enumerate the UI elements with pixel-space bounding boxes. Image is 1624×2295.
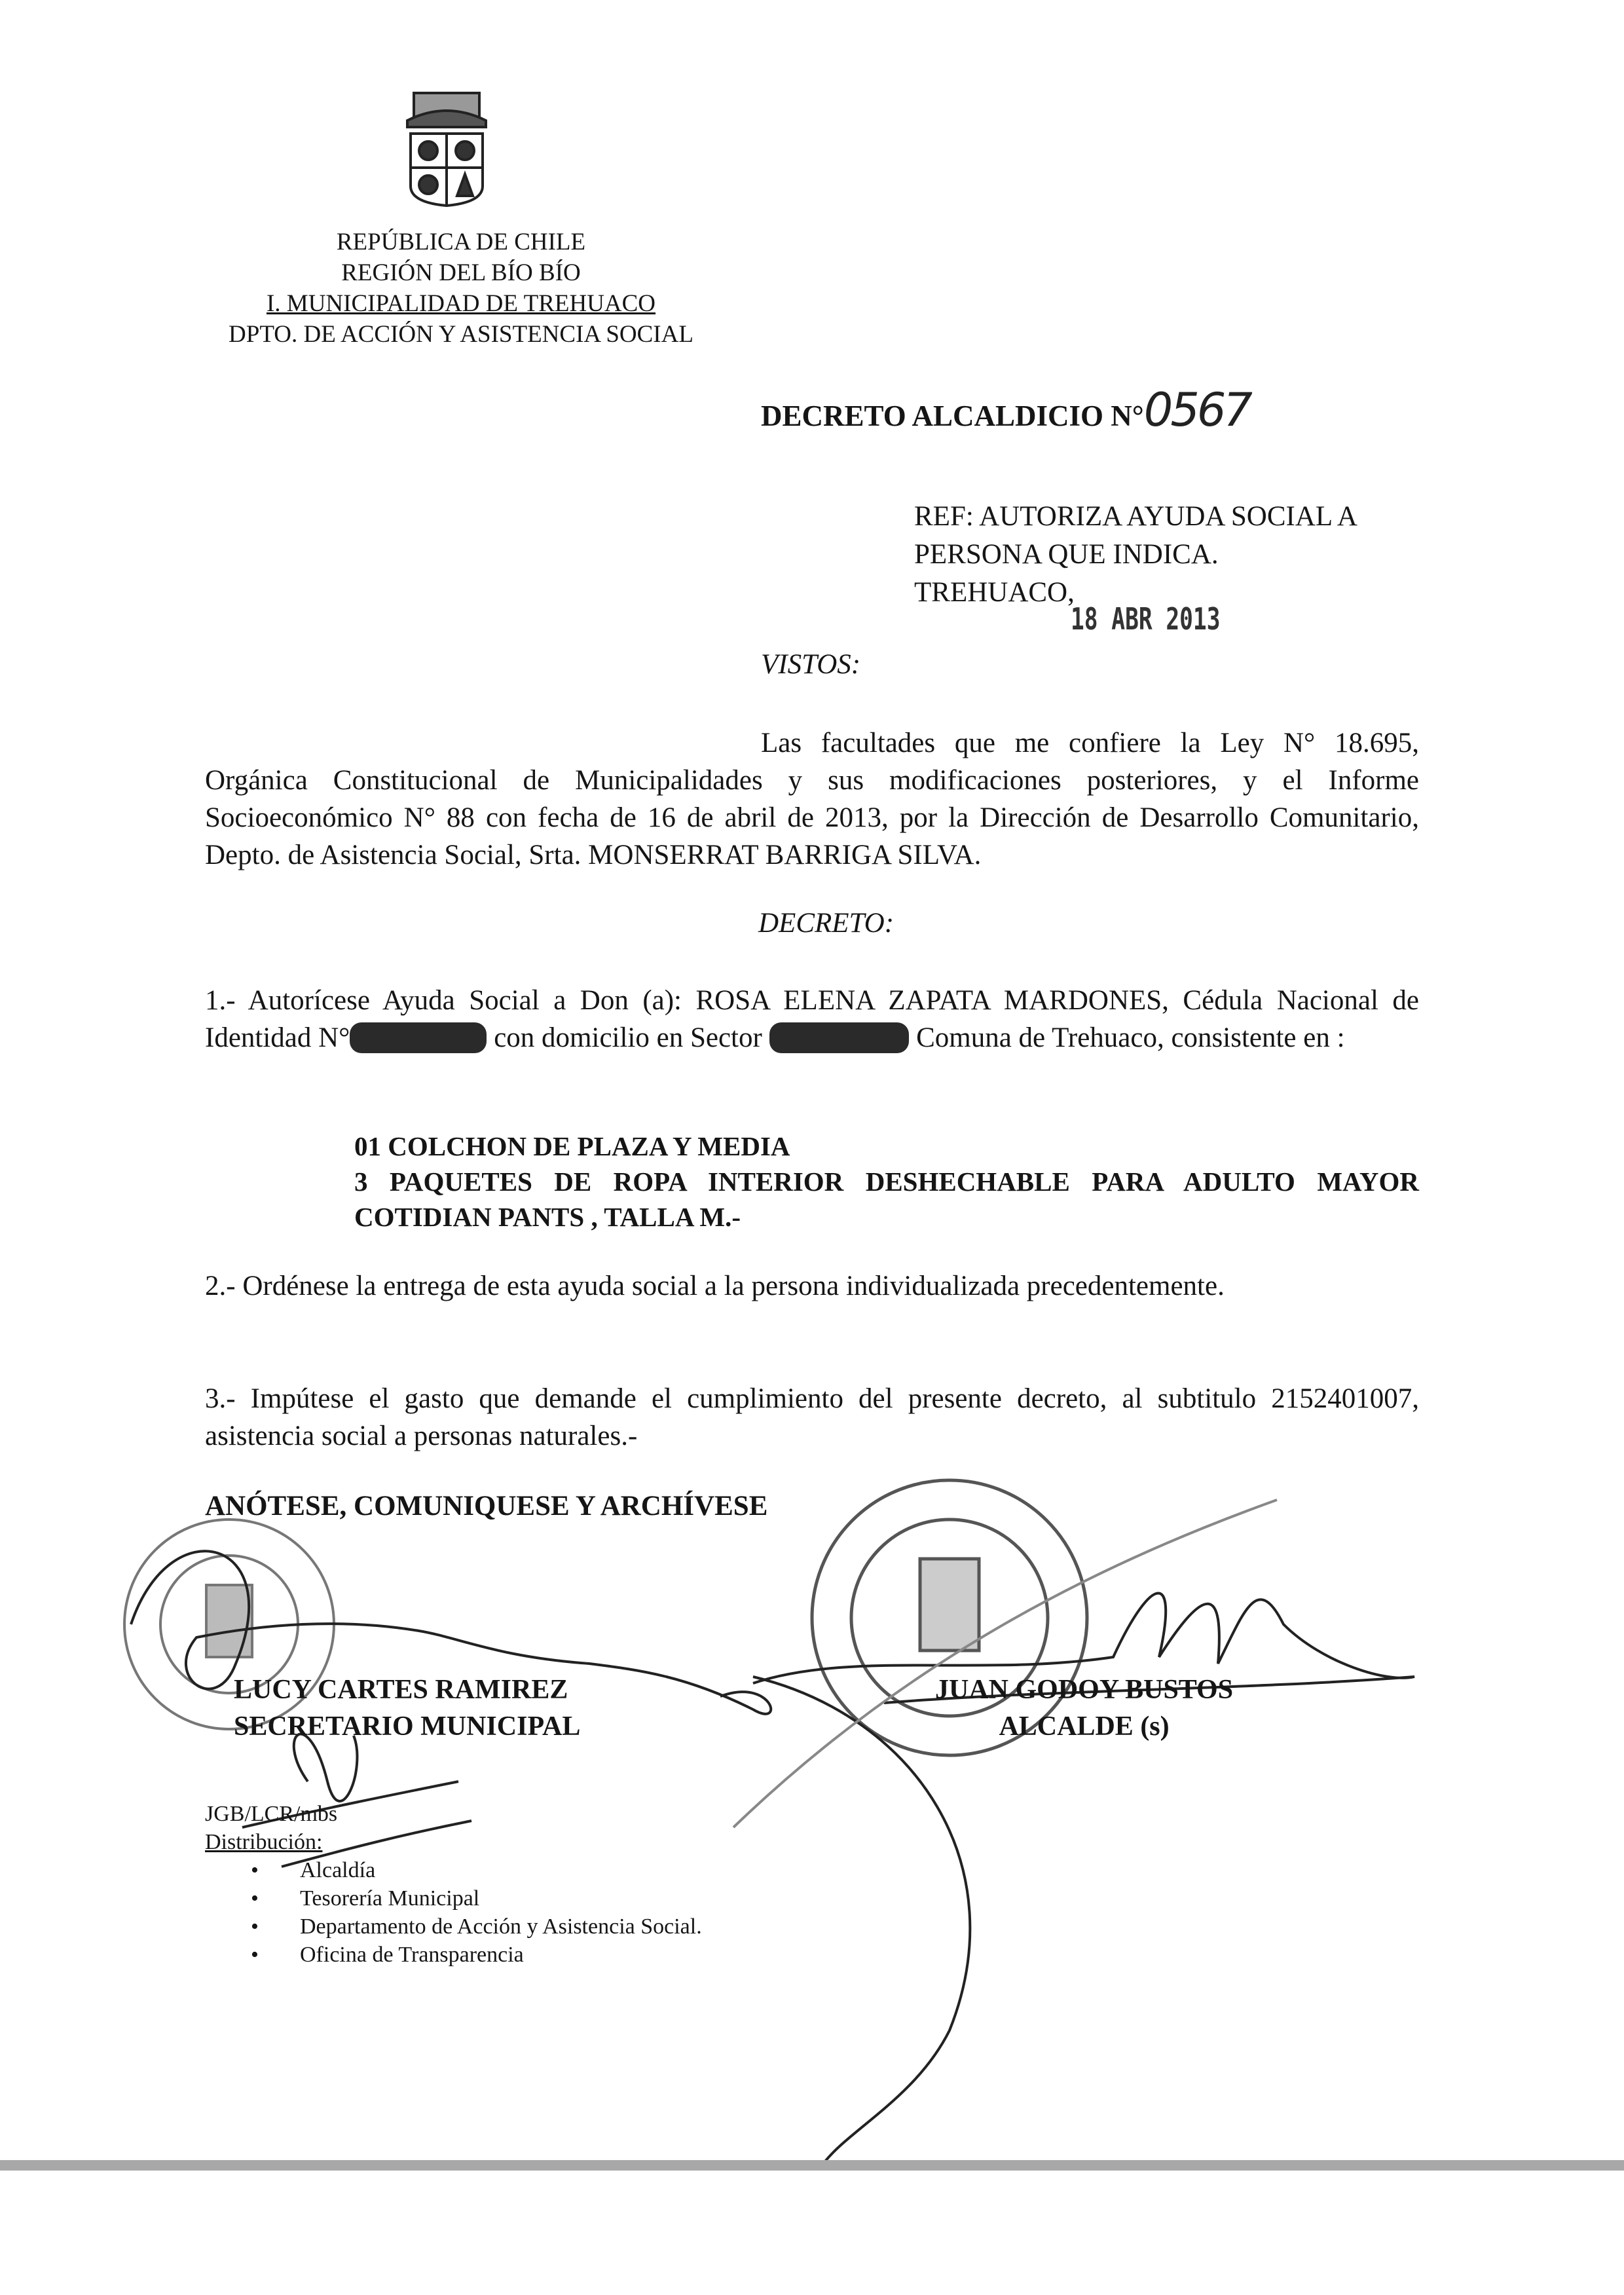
- mayor-name: JUAN GODOY BUSTOS: [935, 1675, 1234, 1705]
- region: REGIÓN DEL BÍO BÍO: [341, 259, 581, 286]
- distribution-item: • Alcaldía: [205, 1856, 702, 1884]
- distribution-label: Distribución:: [205, 1830, 323, 1854]
- letterhead: [199, 227, 723, 350]
- decree-number: 0567: [1143, 383, 1250, 437]
- signatory-mayor: [935, 1671, 1233, 1745]
- secretary-role: SECRETARIO MUNICIPAL: [234, 1711, 581, 1742]
- ref-line-2: PERSONA QUE INDICA.: [914, 539, 1219, 570]
- vistos-heading: VISTOS:: [761, 649, 861, 680]
- footer: [205, 1800, 702, 1969]
- ref-place: TREHUACO,: [914, 577, 1075, 608]
- redacted-id-number: 5890072-9,: [350, 1022, 487, 1053]
- distribution-item: • Departamento de Acción y Asistencia Social.: [205, 1912, 702, 1941]
- p1-text-b: con domicilio en Sector: [487, 1022, 769, 1053]
- vistos-paragraph: Las facultades que me confiere la Ley N° 18.695, Orgánica Constitucional de Municipalidades y sus modificaciones posteriores, y el Informe Socioeconómico N° 88 con fecha de 16 de abril de 2013, por la Dirección de Desarrollo Comunitario, Depto. de Asistencia Social, Srta. MONSERRAT BARRIGA SILVA.: [205, 728, 1419, 870]
- paragraph-2: 2.- Ordénese la entrega de esta ayuda social a la persona individualizada precedentemente.: [205, 1271, 1225, 1301]
- distribution-item: • Tesorería Municipal: [205, 1884, 702, 1912]
- aid-item: 01 COLCHON DE PLAZA Y MEDIA: [354, 1131, 790, 1161]
- decree-title: [761, 383, 1250, 437]
- reference-block: [914, 498, 1357, 612]
- p1-text-a: 1.- Autorícese Ayuda Social a Don (a): ROSA ELENA ZAPATA MARDONES, Cédula Nacional de Identidad N°: [205, 985, 1419, 1053]
- initials: JGB/LCR/mbs: [205, 1802, 338, 1826]
- aid-item: 3 PAQUETES DE ROPA INTERIOR DESHECHABLE PARA ADULTO MAYOR COTIDIAN PANTS , TALLA M.-: [354, 1166, 1419, 1232]
- decree-title-label: DECRETO ALCALDICIO N°: [761, 400, 1144, 432]
- date-stamp: 18 ABR 2013: [1071, 601, 1221, 637]
- department: DPTO. DE ACCIÓN Y ASISTENCIA SOCIAL: [229, 321, 693, 348]
- secretary-name: LUCY CARTES RAMIREZ: [234, 1675, 568, 1705]
- mayor-role: ALCALDE (s): [999, 1711, 1170, 1742]
- country: REPÚBLICA DE CHILE: [336, 229, 586, 255]
- distribution-item: • Oficina de Transparencia: [205, 1941, 702, 1969]
- redacted-sector: Caña Dulce: [769, 1022, 910, 1053]
- distribution-list: [205, 1856, 702, 1969]
- paragraph-3: 3.- Impútese el gasto que demande el cumplimiento del presente decreto, al subtitulo 2152401007, asistencia social a personas naturales.-: [205, 1383, 1419, 1451]
- aid-items-list: [354, 1129, 1419, 1235]
- paragraph-1: [205, 982, 1419, 1056]
- closing-formula: ANÓTESE, COMUNIQUESE Y ARCHÍVESE: [205, 1491, 768, 1521]
- municipality: I. MUNICIPALIDAD DE TREHUACO: [266, 290, 656, 317]
- p1-text-c: Comuna de Trehuaco, consistente en :: [909, 1022, 1345, 1053]
- scan-edge-divider: [0, 2160, 1624, 2171]
- signatory-secretary: [234, 1671, 580, 1745]
- ref-line-1: REF: AUTORIZA AYUDA SOCIAL A: [914, 501, 1357, 532]
- decreto-heading: DECRETO:: [758, 908, 895, 939]
